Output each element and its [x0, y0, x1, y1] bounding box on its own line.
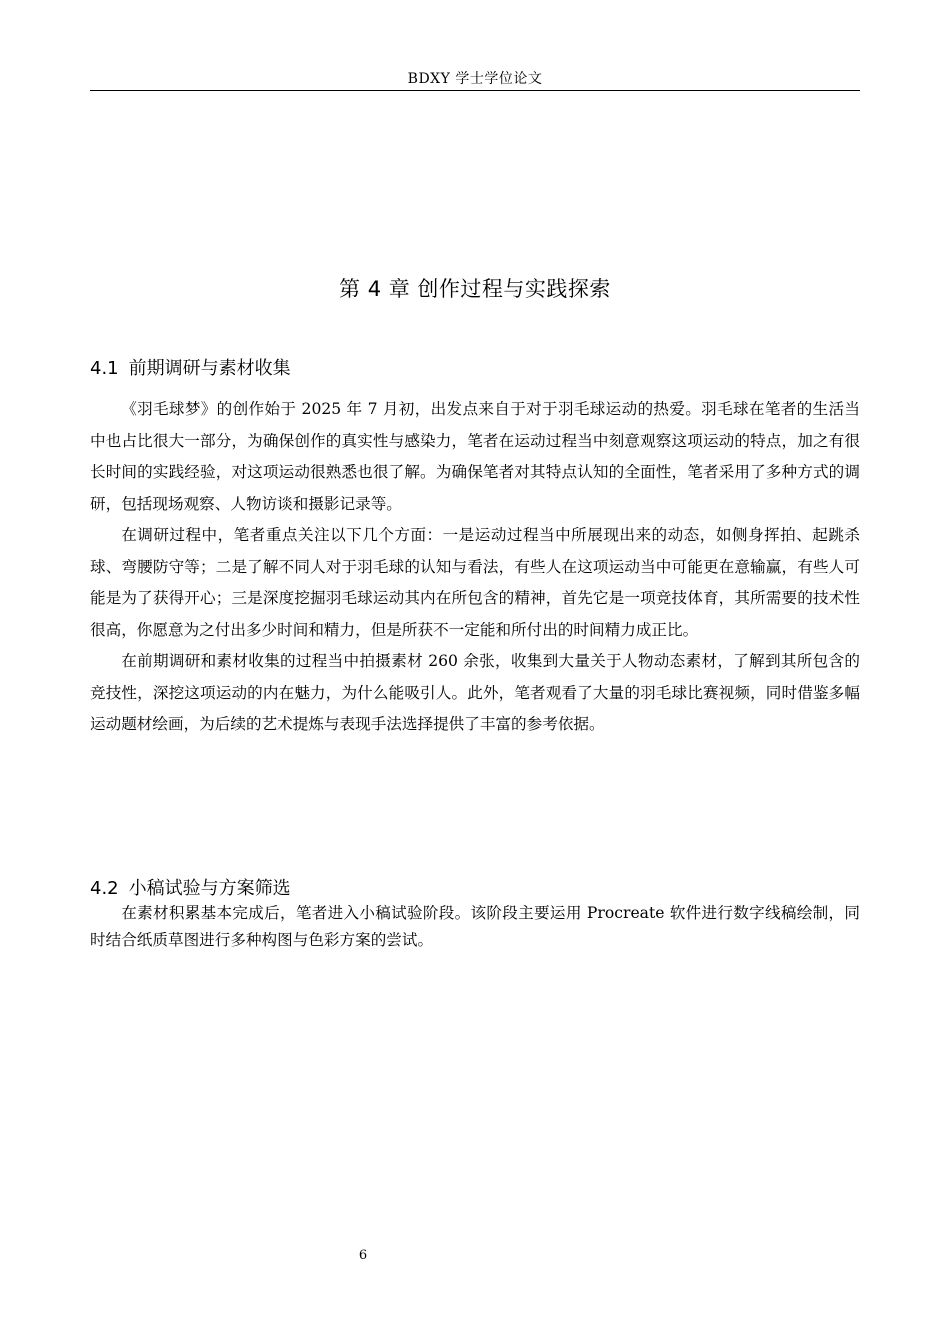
header-rule — [90, 90, 860, 91]
section-title: 前期调研与素材收集 — [128, 358, 291, 379]
section-heading-4-2 — [90, 874, 860, 900]
section-heading-4-1 — [90, 354, 860, 380]
section-4-1-body — [90, 394, 860, 741]
section-number: 4.1 — [90, 358, 119, 379]
section-title: 小稿试验与方案筛选 — [128, 878, 291, 899]
chapter-title: 第 4 章 创作过程与实践探索 — [339, 277, 611, 301]
paragraph: 在素材积累基本完成后，笔者进入小稿试验阶段。该阶段主要运用 Procreate 软件进行数字线稿绘制，同时结合纸质草图进行多种构图与色彩方案的尝试。 — [90, 904, 860, 949]
section-number: 4.2 — [90, 878, 119, 899]
section-4-2-body — [90, 900, 860, 954]
paragraph: 在调研过程中，笔者重点关注以下几个方面：一是运动过程当中所展现出来的动态，如侧身挥拍、起跳杀球、弯腰防守等；二是了解不同人对于羽毛球的认知与看法，有些人在这项运动当中可能更在意输赢，有些人可能是为了获得开心；三是深度挖掘羽毛球运动其内在所包含的精神，首先它是一项竞技体育，其所需要的技术性很高，你愿意为之付出多少时间和精力，但是所获不一定能和所付出的时间精力成正比。 — [90, 526, 860, 639]
paragraph: 《羽毛球梦》的创作始于 2025 年 7 月初，出发点来自于对于羽毛球运动的热爱。羽毛球在笔者的生活当中也占比很大一部分，为确保创作的真实性与感染力，笔者在运动过程当中刻意观察这项运动的特点，加之有很长时间的实践经验，对这项运动很熟悉也很了解。为确保笔者对其特点认知的全面性，笔者采用了多种方式的调研，包括现场观察、人物访谈和摄影记录等。 — [90, 400, 860, 513]
page-number: 6 — [358, 1248, 368, 1263]
running-header: BDXY 学士学位论文 — [407, 71, 543, 87]
paragraph: 在前期调研和素材收集的过程当中拍摄素材 260 余张，收集到大量关于人物动态素材，了解到其所包含的竞技性，深挖这项运动的内在魅力，为什么能吸引人。此外，笔者观看了大量的羽毛球比赛视频，同时借鉴多幅运动题材绘画，为后续的艺术提炼与表现手法选择提供了丰富的参考依据。 — [90, 652, 860, 733]
